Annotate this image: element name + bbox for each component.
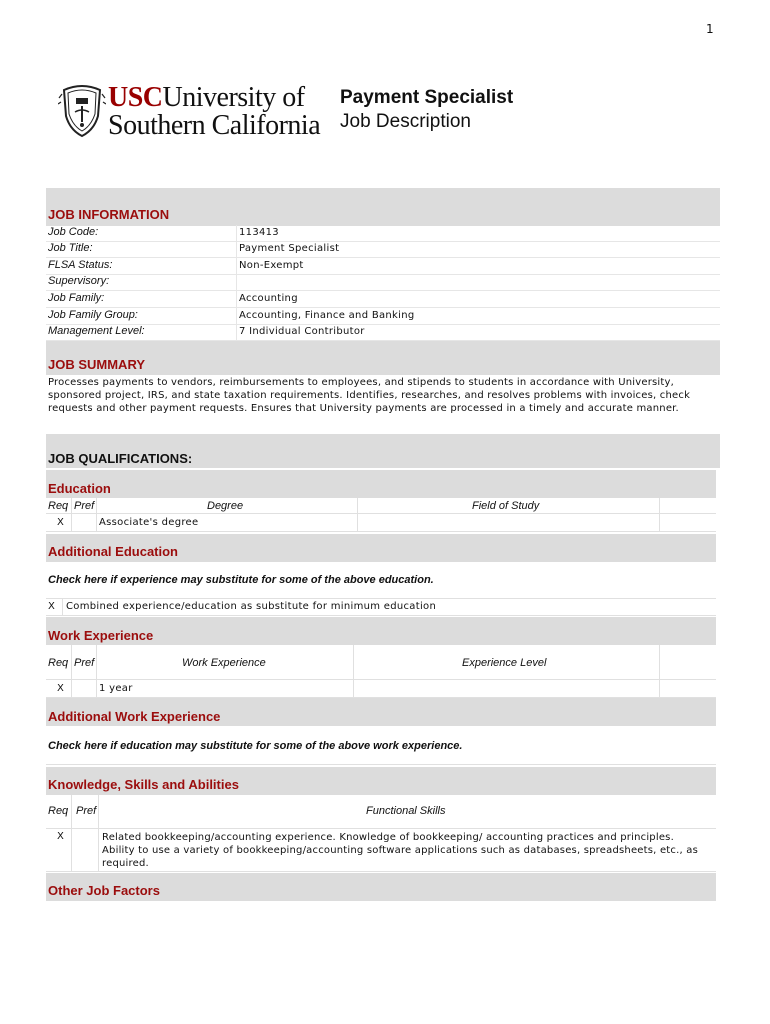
table-row (46, 258, 720, 275)
doc-subtitle: Job Description (340, 111, 471, 132)
education-req-mark: X (57, 517, 65, 528)
table-row (46, 291, 720, 308)
table-row (46, 241, 720, 258)
ksa-skill-text (102, 831, 714, 870)
doc-title: Payment Specialist (340, 87, 514, 108)
col-work-experience: Work Experience (182, 657, 266, 669)
work-experience-value: 1 year (99, 683, 133, 694)
col-field-of-study: Field of Study (472, 500, 540, 512)
table-row (46, 274, 720, 291)
ksa-req-mark: X (57, 831, 65, 842)
logo-usc: USC (108, 82, 163, 113)
education-degree: Associate's degree (99, 517, 199, 528)
additional-work-note: Check here if education may substitute for some of the above work experience. (48, 740, 463, 752)
other-job-factors-heading: Other Job Factors (48, 883, 160, 898)
col-pref: Pref (74, 500, 95, 512)
col-pref: Pref (74, 657, 95, 669)
skill-line: required. (102, 858, 149, 869)
field-value: Non-Exempt (239, 260, 304, 271)
field-value: 7 Individual Contributor (239, 326, 365, 337)
additional-education-heading: Additional Education (48, 544, 178, 559)
work-experience-heading: Work Experience (48, 628, 154, 643)
skill-line: Ability to use a variety of bookkeeping/accounting software applications such as databases, spreadsheets, etc., as (102, 845, 698, 856)
field-label: Job Family: (48, 292, 105, 304)
logo-southern-california: Southern California (108, 110, 321, 141)
table-row (46, 225, 720, 242)
summary-line: requests and other payment requests. Ensures that University payments are processed in a timely and accurate manner. (48, 403, 679, 414)
field-value: Accounting, Finance and Banking (239, 310, 415, 321)
field-label: Management Level: (48, 325, 145, 337)
col-req: Req (48, 657, 69, 669)
col-functional-skills: Functional Skills (366, 805, 446, 817)
field-label: Job Code: (48, 226, 99, 238)
col-req: Req (48, 805, 69, 817)
col-experience-level: Experience Level (462, 657, 547, 669)
job-summary-band (46, 341, 720, 375)
field-label: FLSA Status: (48, 259, 113, 271)
additional-education-text: Combined experience/education as substitute for minimum education (66, 601, 437, 612)
job-summary-heading: JOB SUMMARY (48, 357, 146, 372)
job-summary-text (48, 376, 718, 415)
education-heading: Education (48, 481, 111, 496)
field-label: Job Family Group: (48, 309, 138, 321)
field-value: Payment Specialist (239, 243, 340, 254)
additional-work-heading: Additional Work Experience (48, 709, 221, 724)
col-degree: Degree (207, 500, 244, 512)
col-req: Req (48, 500, 69, 512)
usc-logo (56, 80, 331, 142)
field-value: Accounting (239, 293, 298, 304)
table-row (46, 324, 720, 341)
summary-line: Processes payments to vendors, reimbursements to employees, and stipends to students in accordance with University, (48, 377, 675, 388)
logo-university: University of (162, 82, 305, 113)
usc-seal-icon (58, 82, 106, 138)
field-label: Job Title: (48, 242, 93, 254)
education-band (46, 470, 716, 498)
col-pref: Pref (76, 805, 97, 817)
additional-education-note: Check here if experience may substitute for some of the above education. (48, 574, 434, 586)
additional-education-mark: X (48, 601, 56, 612)
ksa-heading: Knowledge, Skills and Abilities (48, 777, 239, 792)
work-req-mark: X (57, 683, 65, 694)
skill-line: Related bookkeeping/accounting experience. Knowledge of bookkeeping/ accounting practices and principles. (102, 832, 674, 843)
job-information-heading: JOB INFORMATION (48, 207, 170, 222)
field-value: 113413 (239, 227, 279, 238)
page-number: 1 (706, 22, 714, 36)
summary-line: sponsored project, IRS, and state taxation requirements. Identifies, researches, and resolves problems with invoices, check (48, 390, 691, 401)
qualifications-heading: JOB QUALIFICATIONS: (48, 451, 193, 466)
table-row (46, 308, 720, 325)
field-label: Supervisory: (48, 275, 110, 287)
